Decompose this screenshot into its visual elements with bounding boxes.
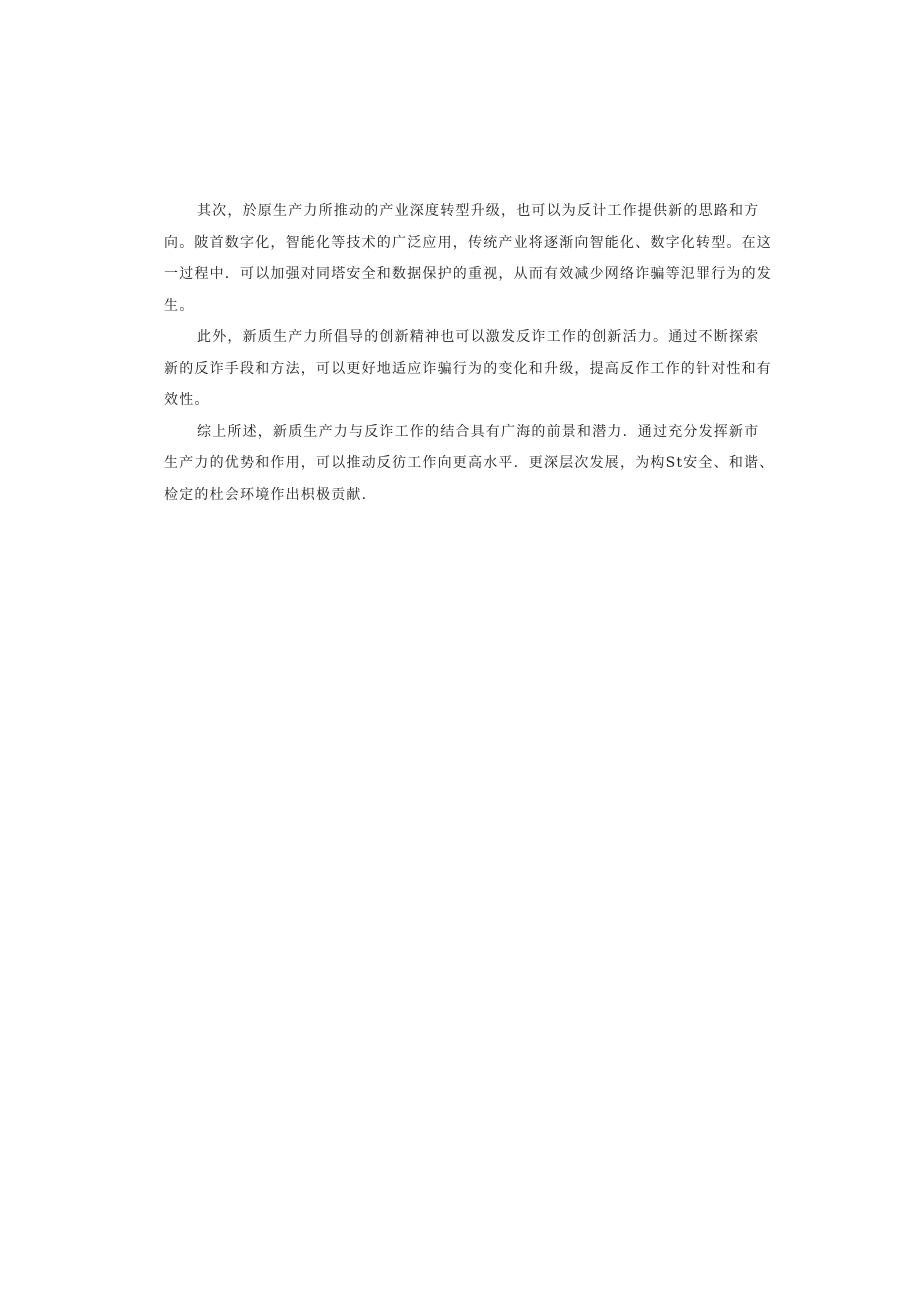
- text-line: 向。陂首数字化，智能化等技术的广泛应用，传统产业将逐渐向智能化、数字化转型。在这: [164, 234, 772, 251]
- text-line: 生产力的优势和作用，可以推动反彷工作向更高水平．更深层次发展，为构St安全、和谐、: [164, 455, 774, 471]
- text-line: 检定的杜会环境作出枳极贡献.: [164, 486, 368, 503]
- text-line: 一过程中．可以加强对同塔安全和数据保护的重视，从而有效减少网络诈骗等氾罪行为的发: [164, 266, 772, 282]
- text-line: 此外，新质生产力所倡导的创新精神也可以激发反诈工作的创新活力。通过不断探索: [197, 329, 760, 345]
- text-line: 新的反诈手段和方法，可以更好地适应诈骗行为的变化和升级，提高反作工作的针对性和有: [164, 360, 772, 377]
- document-body: [164, 196, 774, 511]
- paragraph-1: [164, 196, 774, 322]
- text-line: 效性。: [164, 392, 210, 408]
- text-line: 生。: [164, 297, 195, 314]
- paragraph-3: [164, 417, 774, 512]
- paragraph-2: [164, 322, 774, 417]
- text-line: 综上所述，新质生产力与反诈工作的结合具有广海的前景和潜力．通过充分发挥新市: [197, 423, 760, 440]
- text-line: 其次，於原生产力所推动的产业深度转型升级，也可以为反计工作提供新的思路和方: [197, 203, 760, 219]
